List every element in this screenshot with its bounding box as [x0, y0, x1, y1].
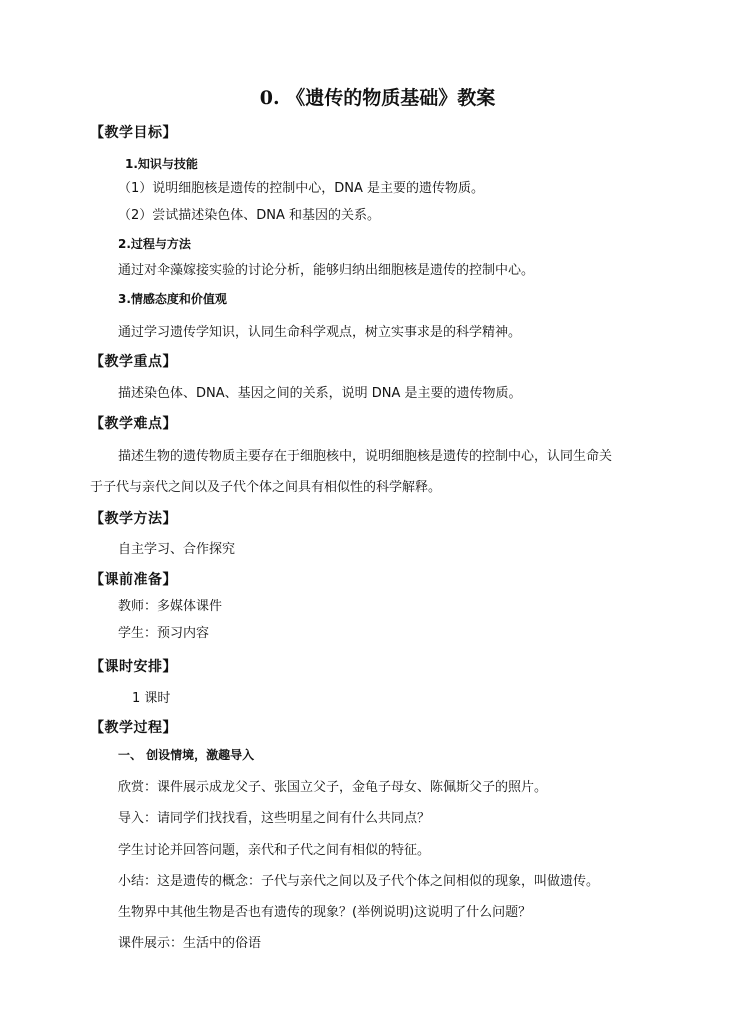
- key-points-text: 描述染色体、DNA、基因之间的关系，说明 DNA 是主要的遗传物质。: [118, 386, 522, 401]
- methods-text: 自主学习、合作探究: [118, 542, 236, 557]
- section-heading-objectives: 【教学目标】: [90, 125, 177, 141]
- section-heading-process: 【教学过程】: [90, 720, 177, 736]
- section-heading-schedule: 【课时安排】: [90, 659, 177, 675]
- schedule-text: 1 课时: [132, 691, 171, 706]
- process-paragraph-3: 学生讨论并回答问题，亲代和子代之间有相似的特征。: [118, 843, 431, 858]
- objective-item-1: （1）说明细胞核是遗传的控制中心，DNA 是主要的遗传物质。: [118, 181, 485, 196]
- subheading-attitude-values: 3.情感态度和价值观: [118, 292, 227, 306]
- document-title: 0. 《遗传的物质基础》教案: [259, 87, 496, 109]
- subheading-knowledge-skills: 1.知识与技能: [125, 157, 198, 171]
- process-method-text: 通过对伞藻嫁接实验的讨论分析，能够归纳出细胞核是遗传的控制中心。: [118, 263, 535, 278]
- process-step-1-heading: 一、 创设情境，激趣导入: [118, 748, 255, 762]
- process-paragraph-6: 课件展示：生活中的俗语: [118, 936, 262, 951]
- difficulties-text-line-2: 于子代与亲代之间以及子代个体之间具有相似性的科学解释。: [90, 480, 442, 495]
- preparation-student: 学生：预习内容: [118, 626, 210, 641]
- objective-item-2: （2）尝试描述染色体、DNA 和基因的关系。: [118, 208, 381, 223]
- section-heading-key-points: 【教学重点】: [90, 354, 177, 370]
- process-paragraph-5: 生物界中其他生物是否也有遗传的现象？(举例说明)这说明了什么问题？: [118, 905, 532, 920]
- difficulties-text-line-1: 描述生物的遗传物质主要存在于细胞核中，说明细胞核是遗传的控制中心，认同生命关: [118, 449, 613, 464]
- preparation-teacher: 教师：多媒体课件: [118, 599, 223, 614]
- process-paragraph-2: 导入：请同学们找找看，这些明星之间有什么共同点？: [118, 811, 431, 826]
- section-heading-methods: 【教学方法】: [90, 511, 177, 527]
- section-heading-preparation: 【课前准备】: [90, 572, 177, 588]
- process-paragraph-1: 欣赏：课件展示成龙父子、张国立父子，金龟子母女、陈佩斯父子的照片。: [118, 780, 548, 795]
- process-paragraph-4: 小结：这是遗传的概念：子代与亲代之间以及子代个体之间相似的现象，叫做遗传。: [118, 874, 600, 889]
- subheading-process-method: 2.过程与方法: [118, 237, 191, 251]
- section-heading-difficulties: 【教学难点】: [90, 416, 177, 432]
- attitude-values-text: 通过学习遗传学知识，认同生命科学观点，树立实事求是的科学精神。: [118, 325, 522, 340]
